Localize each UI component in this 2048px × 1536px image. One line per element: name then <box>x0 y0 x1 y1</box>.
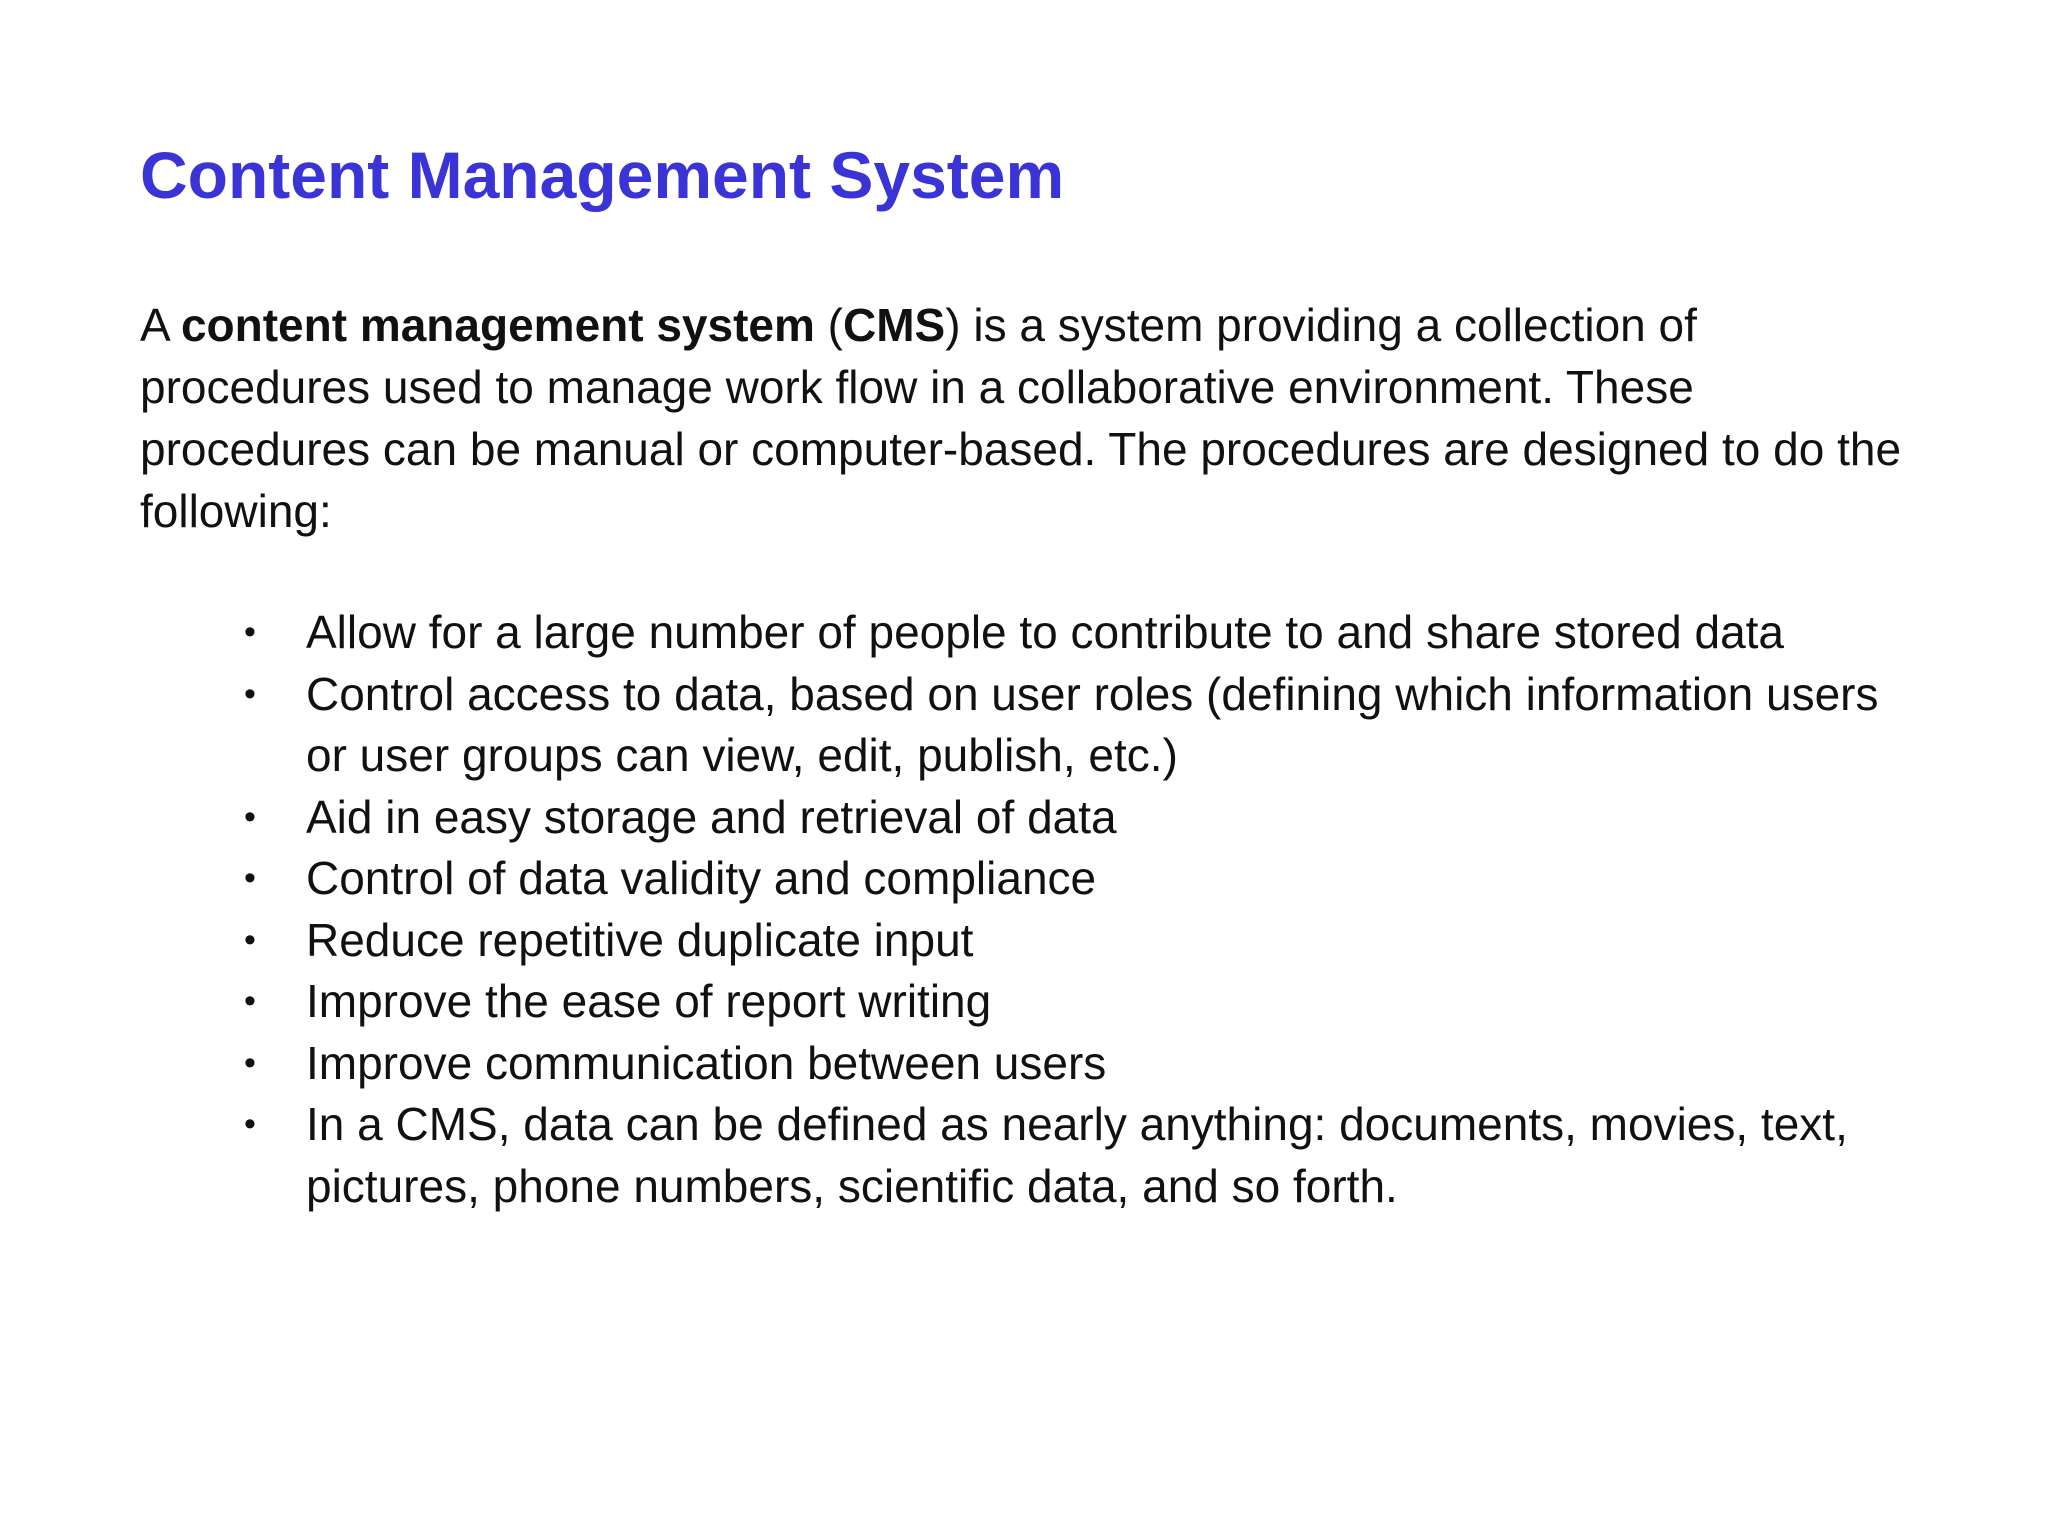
list-item <box>230 910 1910 972</box>
list-item-text: Aid in easy storage and retrieval of data <box>306 790 1117 843</box>
list-item <box>230 1033 1910 1095</box>
list-item-text: In a CMS, data can be defined as nearly anything: documents, movies, text, pictures, phone numbers, scientific data, and so forth. <box>306 1098 1848 1212</box>
intro-abbr: CMS <box>843 299 946 351</box>
list-item <box>230 664 1910 787</box>
intro-rest: ) is a system providing a collection of procedures used to manage work flow in a collaborative environment. These procedures can be manual or computer-based. The procedures are designed to do the following: <box>140 299 1902 537</box>
bullet-icon: • <box>244 797 256 836</box>
intro-prefix: A <box>140 299 181 351</box>
bullet-icon: • <box>244 920 256 959</box>
list-item-text: Control of data validity and compliance <box>306 852 1097 904</box>
bullet-icon: • <box>244 859 256 897</box>
list-item-text: Improve communication between users <box>306 1036 1107 1089</box>
bullet-icon: • <box>244 1043 256 1082</box>
list-item-text: Improve the ease of report writing <box>306 975 992 1027</box>
slide-title: Content Management System <box>140 138 1065 212</box>
bullet-icon: • <box>244 613 256 651</box>
bullet-icon: • <box>244 1105 256 1143</box>
list-item-text: Allow for a large number of people to contribute to and share stored data <box>306 606 1785 658</box>
intro-paren-open: ( <box>814 299 844 351</box>
list-item <box>230 848 1910 910</box>
list-item <box>230 971 1910 1033</box>
list-item <box>230 787 1910 849</box>
bullet-icon: • <box>244 982 256 1020</box>
bullet-list <box>230 602 1910 1217</box>
intro-term: content management system <box>180 299 815 351</box>
list-item-text: Control access to data, based on user roles (defining which information users or user groups can view, edit, publish, etc.) <box>306 667 1879 781</box>
list-item-text: Reduce repetitive duplicate input <box>306 913 974 966</box>
list-item <box>230 602 1910 664</box>
bullet-icon: • <box>244 674 256 713</box>
list-item <box>230 1094 1910 1217</box>
intro-paragraph <box>140 294 1920 542</box>
